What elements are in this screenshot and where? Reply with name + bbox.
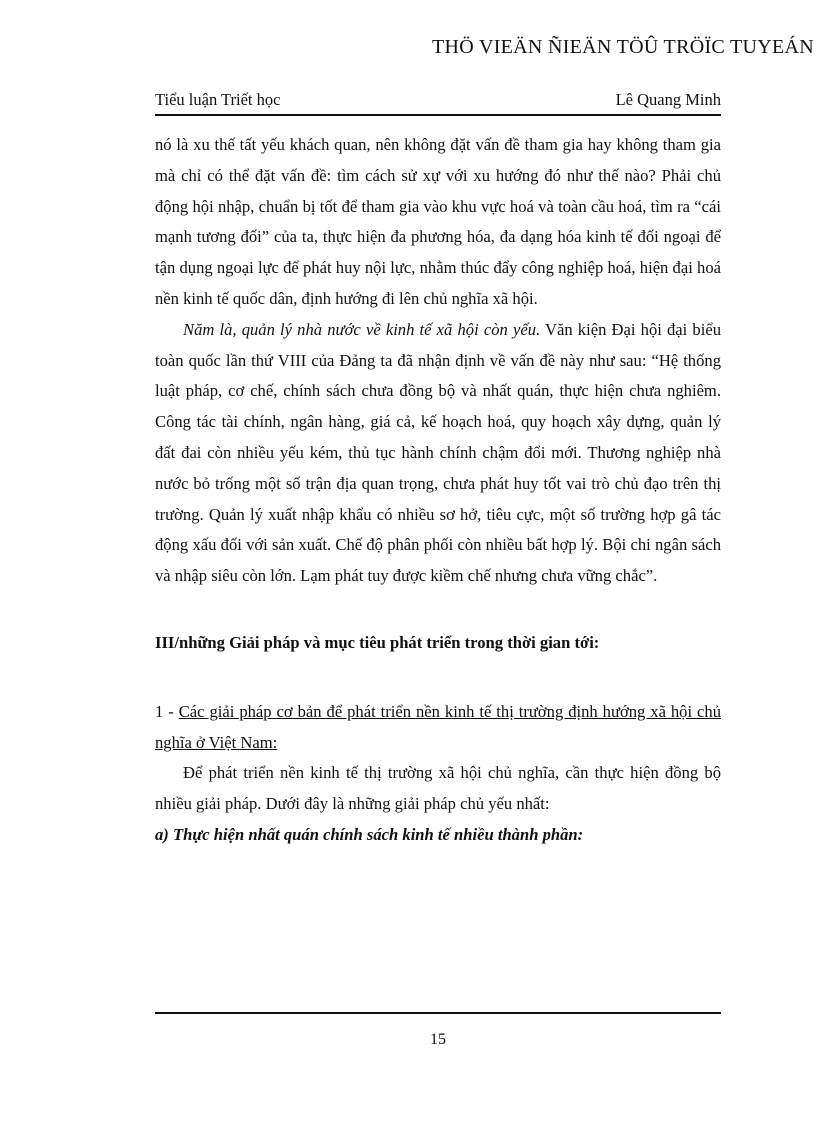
page-number: 15: [430, 1031, 446, 1048]
library-watermark: THÖ VIEÄN ÑIEÄN TÖÛ TRÖÏC TUYEÁN: [432, 36, 814, 58]
header-title: Tiểu luận Triết học: [155, 90, 281, 109]
paragraph-lead-italic: Năm là, quản lý nhà nước về kinh tế xã hội còn yếu.: [183, 319, 541, 339]
paragraph-intro: Để phát triển nền kinh tế thị trường xã hội chủ nghĩa, cần thực hiện đồng bộ nhiều giải pháp. Dưới đây là những giải pháp chủ yếu nhất:: [155, 763, 721, 814]
subsection-a-heading: a) Thực hiện nhất quán chính sách kinh tế nhiều thành phần:: [155, 824, 584, 844]
header-author: Lê Quang Minh: [615, 90, 721, 109]
page-header: [155, 90, 721, 116]
paragraph-continuation: nó là xu thế tất yếu khách quan, nên không đặt vấn đề tham gia hay không tham gia mà chỉ có thể đặt vấn đề: tìm cách sử xự với xu hướng đó như thế nào? Phải chủ động hội nhập, chuẩn bị tốt để tham gia vào khu vực hoá và toàn cầu hoá, tìm ra “cái mạnh tương đối” của ta, thực hiện đa phương hóa, đa dạng hóa kinh tế đối ngoại để tận dụng ngoại lực để phát huy nội lực, nhằm thúc đẩy công nghiệp hoá, hiện đại hoá nền kinh tế quốc dân, định hướng đi lên chủ nghĩa xã hội.: [155, 135, 721, 308]
footer-divider: [155, 1012, 721, 1014]
page-body: [155, 130, 721, 851]
subsection-heading: [155, 697, 721, 759]
subsection-number: 1 -: [155, 701, 179, 721]
subsection-title: Các giải pháp cơ bản để phát triển nền kinh tế thị trường định hướng xã hội chủ nghĩa ở Việt Nam:: [155, 701, 721, 752]
section-heading: III/những Giải pháp và mục tiêu phát triển trong thời gian tới:: [155, 632, 600, 652]
paragraph-nam-la-text: Văn kiện Đại hội đại biểu toàn quốc lần thứ VIII của Đảng ta đã nhận định về vấn đề này như sau: “Hệ thống luật pháp, cơ chế, chính sách chưa đồng bộ và nhất quán, thực hiện chưa nghiêm. Công tác tài chính, ngân hàng, giá cả, kế hoạch hoá, quy hoạch xây dựng, quản lý đất đai còn nhiều yếu kém, thủ tục hành chính chậm đổi mới. Thương nghiệp nhà nước bỏ trống một số trận địa quan trọng, chưa phát huy tốt vai trò chủ đạo trên thị trường. Quản lý xuất nhập khẩu có nhiều sơ hở, tiêu cực, một số trường hợp gâ tác động xấu đối với sản xuất. Chế độ phân phối còn nhiều bất hợp lý. Bội chi ngân sách và nhập siêu còn lớn. Lạm phát tuy được kiềm chế nhưng chưa vững chắc”.: [155, 319, 721, 586]
paragraph-nam-la: [155, 315, 721, 592]
